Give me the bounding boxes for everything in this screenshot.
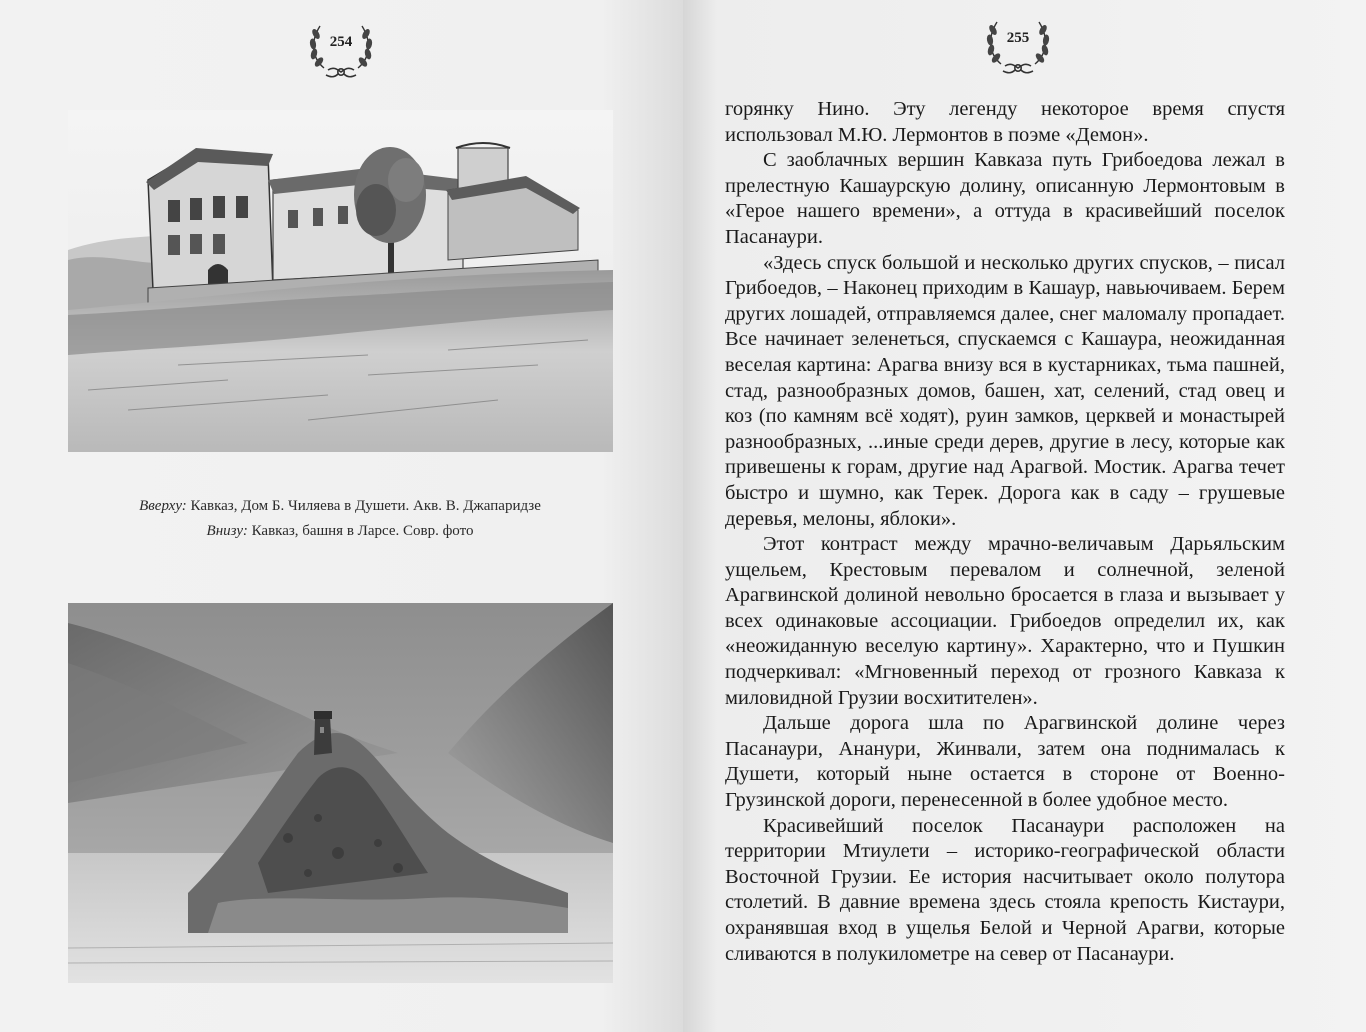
figure-top-house-sketch (68, 110, 613, 452)
page-number-left: 254 (329, 34, 353, 50)
caption-top-label: Вверху: (139, 498, 187, 514)
tower-photo-icon (68, 603, 613, 983)
figure-bottom-tower-photo (68, 603, 613, 983)
paragraph: Этот контраст между мрачно-величавым Дарьяльским ущельем, Крестовым перевалом и солнечной, зеленой Арагвинской долиной невольно бросается в глаза и вызывает у всех одинаковые ассоциации. Грибоедов определил их, как «неожиданную веселую картину». Характерно, что и Пушкин подчеркивал: «Мгновенный переход от грозного Кавказа к миловидной Грузии восхитителен». (725, 533, 1285, 709)
page-number-badge-right (981, 12, 1055, 74)
paragraph: Дальше дорога шла по Арагвинской долине через Пасанаури, Ананури, Жинвали, затем она поднималась к Душети, который ныне остается в стороне от Военно-Грузинской дороги, перенесенной в более удобное место. (725, 712, 1285, 812)
body-text (725, 97, 1285, 967)
caption-bottom (60, 523, 620, 540)
paragraph: «Здесь спуск большой и несколько других спусков, – писал Грибоедов, – Наконец приходим в Кашаур, навьючиваем. Берем других лошадей, отправляемся далее, снег маломалу пропадает. Все начинает зеленеться, спускаемся с Кашаура, неожиданная веселая картина: Арагва внизу вся в кустарниках, тьма пашней, стад, разнообразных домов, башен, хат, селений, стад овец и коз (по камням всё ходят), руин замков, церквей и монастырей разнообразных, ...иные среди дерев, другие в лесу, которые как привешены к горам, другие над Арагвой. Мостик. Арагва течет быстро и шумно, как Терек. Дорога как в саду – грушевые деревья, мелоны, яблоки». (725, 251, 1285, 530)
paragraph: горянку Нино. Эту легенду некоторое время спустя использовал М.Ю. Лермонтов в поэме «Демон». (725, 98, 1285, 146)
caption-top-text: Кавказ, Дом Б. Чиляева в Душети. Акв. В. Джапаридзе (186, 498, 541, 514)
page-number-right: 255 (1006, 30, 1030, 46)
page-number-badge-left (304, 16, 378, 78)
paragraph: С заоблачных вершин Кавказа путь Грибоедова лежал в прелестную Кашаурскую долину, описанную Лермонтовым в «Герое нашего времени», а оттуда в красивейший поселок Пасанаури. (725, 149, 1285, 248)
caption-bottom-label: Внизу: (206, 523, 248, 539)
caption-bottom-text: Кавказ, башня в Ларсе. Совр. фото (247, 523, 474, 539)
building-sketch-icon (68, 110, 613, 452)
paragraph: Красивейший поселок Пасанаури расположен на территории Мтиулети – историко-географической области Восточной Грузии. Ее история насчитывает около полутора столетий. В давние времена здесь стояла крепость Кистаури, охранявшая вход в ущелья Белой и Черной Арагви, которые сливаются в полукилометре на север от Пасанаури. (725, 814, 1285, 965)
caption-top (60, 498, 620, 515)
